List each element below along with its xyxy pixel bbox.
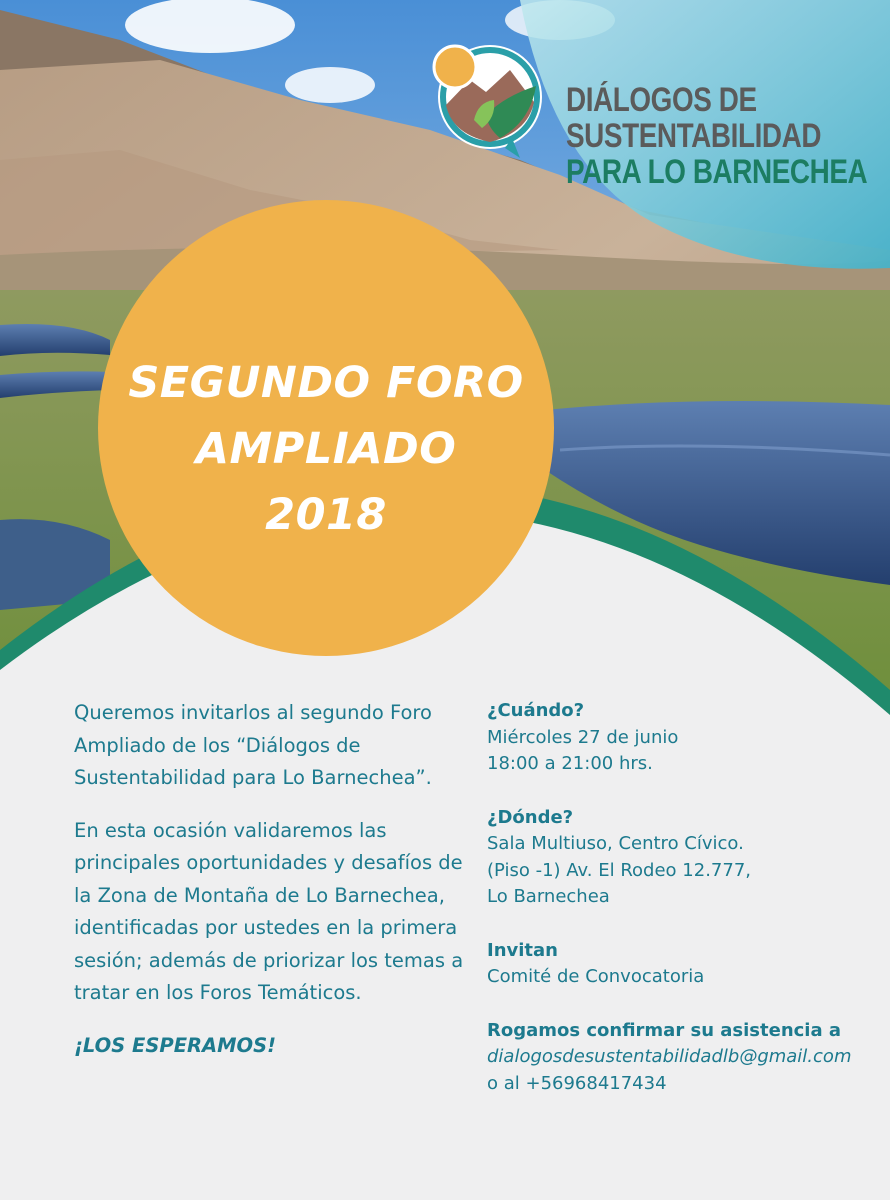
where-label: ¿Dónde? — [487, 806, 574, 828]
when-label: ¿Cuándo? — [487, 700, 585, 721]
brand-line-3: PARA LO BARNECHEA — [566, 153, 868, 191]
event-title — [100, 350, 552, 548]
when-time: 18:00 a 21:00 hrs. — [487, 753, 653, 774]
where-line-3: Lo Barnechea — [487, 886, 610, 907]
brand-line-2: SUSTENTABILIDAD — [566, 117, 822, 155]
event-title-line-1: SEGUNDO FORO — [128, 358, 524, 408]
invite-value: Comité de Convocatoria — [487, 966, 705, 987]
closing-text: ¡LOS ESPERAMOS! — [74, 1033, 277, 1057]
where-line-2: (Piso -1) Av. El Rodeo 12.777, — [487, 859, 751, 881]
rsvp-label: Rogamos confirmar su asistencia a — [487, 1019, 842, 1041]
brand-line-1: DIÁLOGOS DE — [566, 81, 757, 119]
when-date: Miércoles 27 de junio — [487, 726, 679, 748]
intro-paragraph-1: Queremos invitarlos al segundo Foro Ampliado de los “Diálogos de Sustentabilidad para Lo Barnechea”. — [74, 701, 432, 789]
event-title-line-2: AMPLIADO — [195, 424, 457, 474]
intro-paragraph-2: En esta ocasión validaremos las principales oportunidades y desafíos de la Zona de Montaña de Lo Barnechea, identificadas por ustedes en la primera sesión; además de priorizar los temas a tratar en los Foros Temáticos. — [74, 818, 464, 1004]
event-details — [487, 698, 877, 1124]
where-line-1: Sala Multiuso, Centro Cívico. — [487, 833, 744, 854]
rsvp-block — [487, 1018, 877, 1098]
invite-block — [487, 938, 877, 991]
rsvp-phone: o al +56968417434 — [487, 1072, 667, 1094]
brand-title — [566, 82, 876, 190]
where-block — [487, 805, 877, 911]
when-block — [487, 698, 877, 778]
event-title-line-3: 2018 — [265, 490, 387, 540]
rsvp-email-link[interactable]: dialogosdesustentabilidadlb@gmail.com — [487, 1046, 852, 1067]
invitation-text — [74, 697, 474, 1062]
invite-label: Invitan — [487, 939, 558, 961]
